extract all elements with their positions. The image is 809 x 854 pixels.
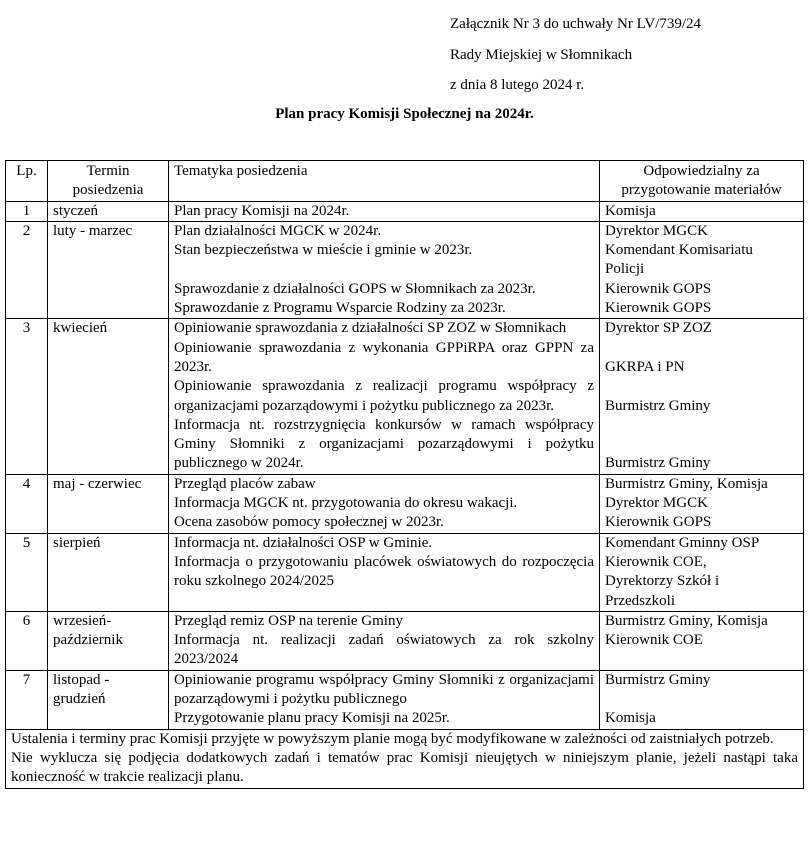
row-responsible xyxy=(600,201,804,221)
row-lp: 2 xyxy=(6,221,48,318)
table-header-row xyxy=(6,161,804,202)
topic-item: Informacja nt. działalności OSP w Gminie. xyxy=(174,534,433,551)
header-lp: Lp. xyxy=(6,161,48,202)
row-responsible xyxy=(600,221,804,318)
table-footer-row xyxy=(6,729,804,788)
header-responsible xyxy=(600,161,804,202)
header-term xyxy=(48,161,169,202)
topic-item: Opiniowanie programu współpracy Gminy Słomniki z organizacjami pozarządowymi i pożytku publicznego xyxy=(174,671,594,708)
term-line: październik xyxy=(53,632,123,649)
page-title: Plan pracy Komisji Społecznej na 2024r. xyxy=(275,106,534,122)
work-plan-table xyxy=(5,160,804,789)
topic-item: Przegląd remiz OSP na terenie Gminy xyxy=(174,612,403,629)
row-term: luty - marzec xyxy=(48,221,169,318)
topic-item: Sprawozdanie z działalności GOPS w Słomnikach za 2023r. xyxy=(174,280,536,297)
table-row xyxy=(6,319,804,474)
row-responsible xyxy=(600,319,804,474)
topic-item: Sprawozdanie z Programu Wsparcie Rodziny za 2023r. xyxy=(174,300,506,317)
row-term: sierpień xyxy=(48,533,169,611)
header-term-line1: Termin xyxy=(86,163,130,179)
responsible-item: Burmistrz Gminy, Komisja xyxy=(605,475,768,492)
row-term: maj - czerwiec xyxy=(48,474,169,533)
table-row xyxy=(6,611,804,670)
responsible-item: Kierownik GOPS xyxy=(605,514,712,531)
topic-item: Informacja nt. realizacji zadań oświatowych za rok szkolny 2023/2024 xyxy=(174,632,594,668)
row-topics xyxy=(169,670,600,729)
responsible-item: Burmistrz Gminy xyxy=(605,455,711,472)
row-lp: 7 xyxy=(6,670,48,729)
responsible-item: Burmistrz Gminy xyxy=(605,671,711,688)
responsible-item: Dyrektor SP ZOZ xyxy=(605,320,712,337)
topic-item: Plan pracy Komisji na 2024r. xyxy=(174,202,350,219)
table-row xyxy=(6,201,804,221)
responsible-item: Kierownik GOPS xyxy=(605,300,712,317)
table-row xyxy=(6,533,804,611)
topic-spacer xyxy=(174,260,594,279)
row-lp: 5 xyxy=(6,533,48,611)
responsible-item: Kierownik GOPS xyxy=(605,280,712,297)
topic-item: Ocena zasobów pomocy społecznej w 2023r. xyxy=(174,514,444,531)
row-lp: 1 xyxy=(6,201,48,221)
row-responsible xyxy=(600,670,804,729)
responsible-item: Kierownik COE, xyxy=(605,553,707,570)
term-line: grudzień xyxy=(53,691,106,708)
responsible-spacer xyxy=(605,377,798,396)
topic-item: Informacja o przygotowaniu placówek oświatowych do rozpoczęcia roku szkolnego 2024/2025 xyxy=(174,553,594,590)
row-responsible xyxy=(600,474,804,533)
responsible-item: Policji xyxy=(605,261,645,278)
topic-item: Przygotowanie planu pracy Komisji na 2025r. xyxy=(174,710,450,727)
responsible-item: Dyrektor MGCK xyxy=(605,495,708,512)
responsible-item: Komisja xyxy=(605,710,656,727)
header-date-line: z dnia 8 lutego 2024 r. xyxy=(450,77,585,93)
row-lp: 6 xyxy=(6,611,48,670)
responsible-item: Dyrektorzy Szkół i xyxy=(605,573,720,590)
responsible-item: Komendant Komisariatu xyxy=(605,242,753,259)
topic-item: Opiniowanie sprawozdania z wykonania GPPiRPA oraz GPPN za 2023r. xyxy=(174,339,594,375)
responsible-spacer xyxy=(605,435,798,454)
topic-item: Informacja nt. rozstrzygnięcia konkursów w ramach współpracy Gminy Słomniki z organizacjami pozarządowymi i pożytku publicznego w 2024r. xyxy=(174,416,594,472)
topic-item: Przegląd placów zabaw xyxy=(174,475,316,492)
document-header xyxy=(450,9,701,101)
header-resp-line1: Odpowiedzialny za xyxy=(643,163,760,179)
responsible-item: Komendant Gminny OSP xyxy=(605,534,760,551)
table-row xyxy=(6,474,804,533)
row-topics xyxy=(169,533,600,611)
footer-note-2: Nie wyklucza się podjęcia dodatkowych zadań i tematów prac Komisji nieujętych w niniejszym planie, jeżeli nastąpi taka konieczność w trakcie realizacji planu. xyxy=(11,749,798,786)
term-line: listopad - xyxy=(53,671,110,688)
header-council-line: Rady Miejskiej w Słomnikach xyxy=(450,46,633,63)
row-topics xyxy=(169,611,600,670)
row-term: kwiecień xyxy=(48,319,169,474)
topic-item: Stan bezpieczeństwa w mieście i gminie w 2023r. xyxy=(174,242,473,259)
table-row xyxy=(6,221,804,318)
header-resp-line2: przygotowanie materiałów xyxy=(621,182,782,199)
row-responsible xyxy=(600,611,804,670)
term-line: wrzesień- xyxy=(53,612,112,629)
row-topics xyxy=(169,221,600,318)
footer-notes xyxy=(6,729,804,788)
responsible-item: Burmistrz Gminy, Komisja xyxy=(605,612,768,629)
topic-item: Informacja MGCK nt. przygotowania do okresu wakacji. xyxy=(174,495,518,512)
row-topics xyxy=(169,319,600,474)
topic-item: Plan działalności MGCK w 2024r. xyxy=(174,222,382,239)
table-row xyxy=(6,670,804,729)
responsible-spacer xyxy=(605,416,798,435)
row-term xyxy=(48,670,169,729)
responsible-item: Burmistrz Gminy xyxy=(605,397,711,414)
row-term: styczeń xyxy=(48,201,169,221)
row-lp: 4 xyxy=(6,474,48,533)
responsible-item: Dyrektor MGCK xyxy=(605,222,708,239)
responsible-spacer xyxy=(605,339,798,358)
header-attachment-line: Załącznik Nr 3 do uchwały Nr LV/739/24 xyxy=(450,16,702,32)
row-lp: 3 xyxy=(6,319,48,474)
header-term-line2: posiedzenia xyxy=(72,182,144,199)
responsible-item: Kierownik COE xyxy=(605,632,703,649)
responsible-item: Przedszkoli xyxy=(605,592,675,609)
footer-note-1: Ustalenia i terminy prac Komisji przyjęte w powyższym planie mogą być modyfikowane w zależności od zaistniałych potrzeb. xyxy=(11,730,774,747)
responsible-spacer xyxy=(605,690,798,709)
responsible-item: GKRPA i PN xyxy=(605,358,685,375)
topic-item: Opiniowanie sprawozdania z realizacji programu współpracy z organizacjami pozarządowymi i pożytku publicznego za 2023r. xyxy=(174,378,594,414)
responsible-item: Komisja xyxy=(605,202,656,219)
topic-item: Opiniowanie sprawozdania z działalności SP ZOZ w Słomnikach xyxy=(174,320,567,337)
row-term xyxy=(48,611,169,670)
row-topics xyxy=(169,201,600,221)
row-topics xyxy=(169,474,600,533)
header-topic: Tematyka posiedzenia xyxy=(169,161,600,202)
row-responsible xyxy=(600,533,804,611)
